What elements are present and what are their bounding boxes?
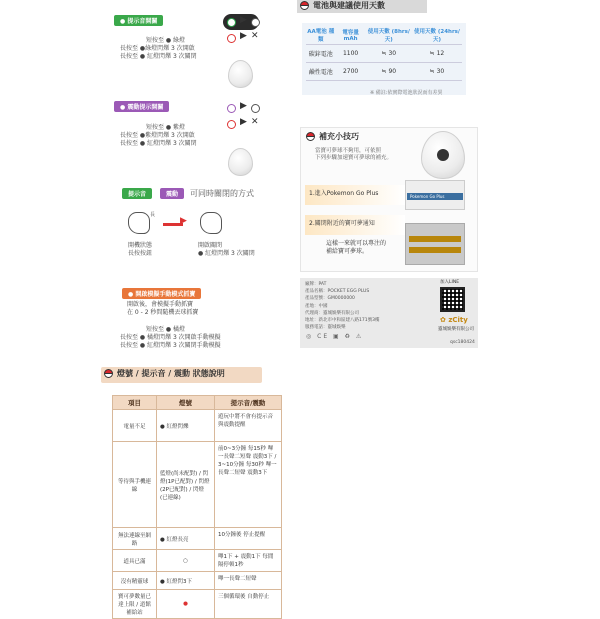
status-desc: 前0~3分鐘 每15秒 嗶一長聲二短聲 震動3下 / 3~10分鐘 每30秒 嗶一長聲二短聲 震動3下 (215, 442, 282, 528)
status-light: 藍燈(尚未配對) / 閃燈(1P已配對) / 閃燈(2P已配對) / 閃燈(已連線) (157, 442, 215, 528)
hand-press-icon (128, 212, 150, 234)
brand-logo: ✿ zCity (440, 316, 468, 324)
table-row (306, 44, 462, 62)
battery-cell: ≒ 12 (412, 44, 462, 62)
status-desc: 嗶一長聲二短聲 (215, 572, 282, 590)
table-row (113, 442, 282, 528)
status-desc: 嗶1下 + 震動1下 每閒隔停頓1秒 (215, 550, 282, 572)
vibration-pill: 震動 (160, 188, 184, 199)
battery-cell: ≒ 30 (366, 44, 412, 62)
status-item: 無法連線至網路 (113, 528, 157, 550)
red-led-icon (227, 34, 236, 43)
table-row (113, 572, 282, 590)
step3-text: 這樣一來就可以專注的 補給寶可夢球。 (326, 240, 387, 256)
status-desc: 10分鐘後 停止提醒 (215, 528, 282, 550)
sound-toggle-title: ● 提示音開關 (114, 15, 163, 26)
status-light: ● 紅燈閃爍 (157, 410, 215, 442)
battery-note: ※ 備註:依實際電池狀況而有差異 (370, 90, 443, 96)
battery-cell: 鹼性電池 (306, 62, 335, 80)
battery-header: 電容量 mAh (335, 26, 365, 44)
phone-screen-2 (405, 223, 465, 265)
phone-toggle-1 (409, 236, 461, 242)
step2-text: 2.關閉附近的寶可夢通知 (309, 220, 375, 227)
green-led-icon (227, 18, 236, 27)
circle-icon (251, 18, 260, 27)
status-item: 電量不足 (113, 410, 157, 442)
purple-led-icon (227, 104, 236, 113)
red-led-icon (227, 120, 236, 129)
table-row (113, 550, 282, 572)
status-light: ● 紅燈長亮 (157, 528, 215, 550)
step1-text: 1.進入Pokemon Go Plus (309, 190, 379, 197)
status-table (112, 395, 282, 619)
battery-cell: 碳鋅電池 (306, 44, 335, 62)
left-caption: 開機狀態 長按按鈕 (128, 242, 153, 258)
arrow-right-icon: ▶ (180, 216, 187, 226)
qr-label: 加入LINE (440, 280, 460, 285)
table-row (113, 528, 282, 550)
qr-code-icon (440, 287, 465, 312)
manual-mode-intro: 開啟後，會模擬手動抓寶 在 0 - 2 秒間隨機丟球抓寶 (127, 301, 199, 317)
pokeball-icon (300, 1, 309, 10)
right-caption: 開啟關閉 ● 紅燈閃爍 3 次關閉 (198, 242, 255, 258)
status-title: 燈號 / 提示音 / 震動 狀態說明 (104, 369, 225, 380)
x-icon: ✕ (251, 31, 259, 41)
status-item: 道具已滿 (113, 550, 157, 572)
battery-cell: 1100 (335, 44, 365, 62)
hand-release-icon (200, 212, 222, 234)
status-light: ○ (157, 550, 215, 572)
s1-instructions: 短按至 ● 綠燈 長按至 ●綠燈閃爍 3 次開啟 長按至 ● 紅燈閃爍 3 次關閉 (120, 37, 197, 61)
status-light: ● 紅燈閃3下 (157, 572, 215, 590)
s2-instructions: 短按至 ● 紫燈 長按至 ●紫燈閃爍 3 次開啟 長按至 ● 紅燈閃爍 3 次關閉 (120, 124, 197, 148)
status-item: 寶可夢數量已達上限 / 道館補給站 (113, 590, 157, 619)
status-light: ● (157, 590, 215, 619)
battery-cell: ≒ 30 (412, 62, 462, 80)
tips-intro: 當寶可夢球不夠用，可依照 下列步驟加速寶可夢球的補充。 (315, 148, 393, 162)
battery-title: 電池與建議使用天數 (300, 1, 385, 12)
s4-instructions: 短按至 ● 橘燈 長按至 ● 橘燈閃爍 3 次開啟手動模擬 長按至 ● 紅燈閃爍 3 次關閉手動模擬 (120, 326, 221, 350)
egg-icon (228, 60, 253, 88)
egg-logo-icon (437, 149, 449, 161)
battery-header: AA電池 種類 (306, 26, 335, 44)
table-row (113, 410, 282, 442)
company-name: 靈城娛樂有限公司 (438, 327, 474, 332)
battery-cell: 2700 (335, 62, 365, 80)
phone-toggle-2 (409, 247, 461, 253)
sound-pill: 提示音 (122, 188, 152, 199)
pokeball-icon (104, 369, 113, 378)
product-code: qsc180424 (450, 340, 475, 345)
status-header: 項目 (113, 396, 157, 410)
phone-menu-item: Pokemon Go Plus (407, 193, 463, 200)
play-icon: ▶ (240, 101, 247, 111)
table-row (113, 590, 282, 619)
egg-icon (228, 148, 253, 176)
press-label: 長 (150, 212, 156, 218)
play-icon: ▶ (240, 117, 247, 127)
combined-toggle-title: 可同時關閉的方式 (190, 189, 254, 198)
status-desc: 遊玩中將不會有提示音與震動提醒 (215, 410, 282, 442)
cert-icons: ◎ CE ▣ ♻ ⚠ (306, 333, 364, 340)
battery-header: 使用天數 (8hrs/天) (366, 26, 412, 44)
manual-mode-title: ● 開啟模擬手動模式抓寶 (122, 288, 201, 299)
pokeball-icon (306, 132, 315, 141)
status-desc: 三個循環後 自動停止 (215, 590, 282, 619)
battery-header: 使用天數 (24hrs/天) (412, 26, 462, 44)
table-row (306, 62, 462, 80)
status-item: 等待與手機連線 (113, 442, 157, 528)
product-info: 廠牌：PAT 產品名稱：POCKET EGG PLUS 產品型號：GM0000000 產地：中國 代理商：靈城娛樂有限公司 地址：新北市中和區建八路171號3樓 服務電話：靈城娛樂 (305, 282, 380, 331)
tips-title: 補充小技巧 (306, 132, 359, 143)
play-icon: ▶ (240, 15, 247, 25)
battery-cell: ≒ 90 (366, 62, 412, 80)
status-item: 沒有精靈球 (113, 572, 157, 590)
battery-table (306, 26, 462, 81)
vibration-toggle-title: ● 震動提示開關 (114, 101, 169, 112)
circle-icon (251, 104, 260, 113)
status-header: 提示音/震動 (215, 396, 282, 410)
x-icon: ✕ (251, 117, 259, 127)
status-header: 燈號 (157, 396, 215, 410)
play-icon: ▶ (240, 31, 247, 41)
